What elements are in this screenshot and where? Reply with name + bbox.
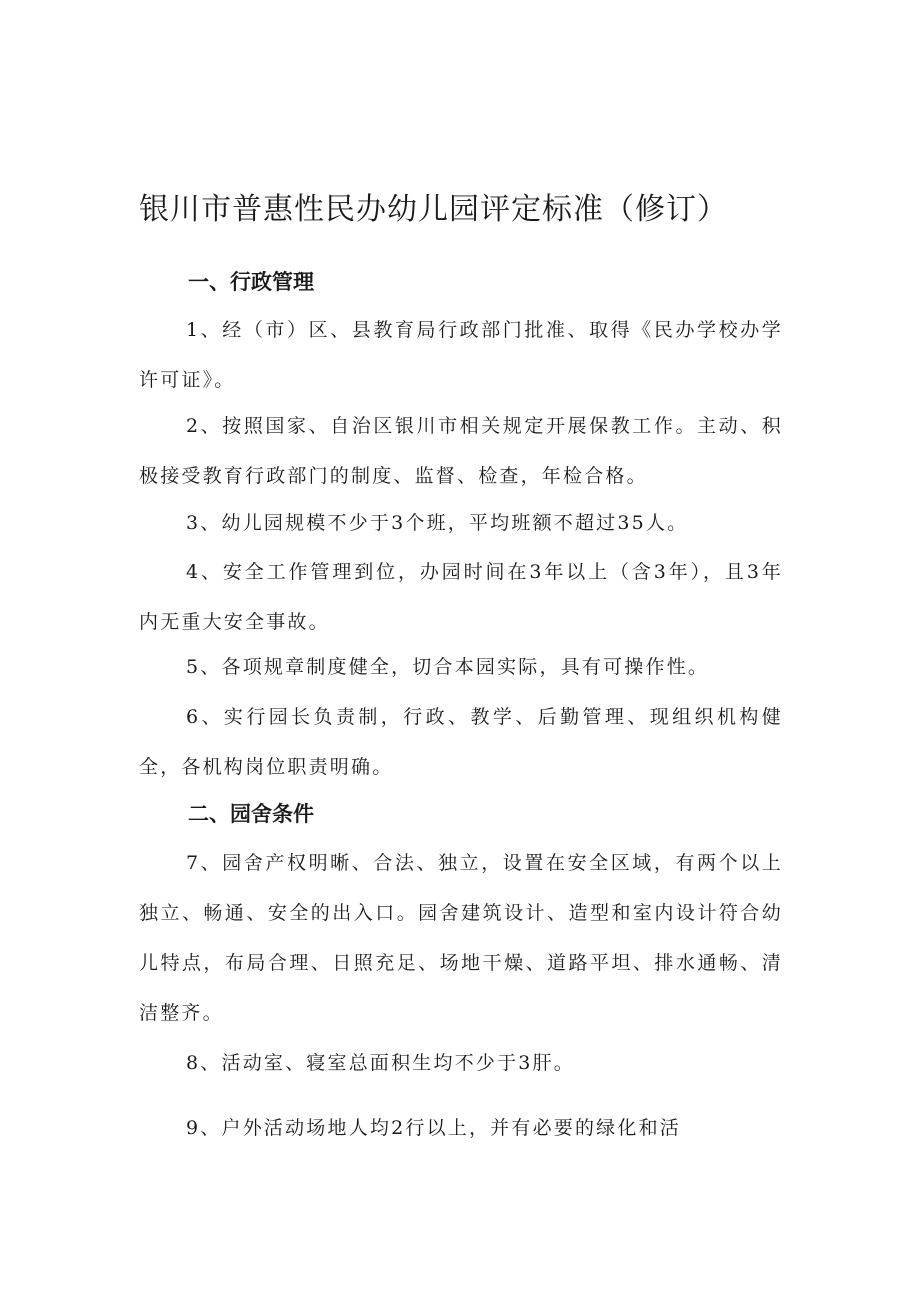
clause-4: 4、安全工作管理到位，办园时间在3年以上（含3年），且3年内无重大安全事故。	[139, 561, 783, 633]
clause-7: 7、园舍产权明晰、合法、独立，设置在安全区域，有两个以上独立、畅通、安全的出入口。园舍建筑设计、造型和室内设计符合幼儿特点，布局合理、日照充足、场地干燥、道路平坦、排水通畅、清洁整齐。	[139, 852, 783, 1024]
clause-9: 9、户外活动场地人均2行以上，并有必要的绿化和活	[186, 1117, 681, 1139]
section-heading-premises: 二、园舍条件	[188, 802, 314, 826]
clause-5: 5、各项规章制度健全，切合本园实际，具有可操作性。	[186, 656, 710, 678]
clause-6: 6、实行园长负责制，行政、教学、后勤管理、现组织机构健全，各机构岗位职责明确。	[139, 706, 783, 778]
section-heading-administration: 一、行政管理	[188, 270, 314, 294]
clause-3: 3、幼儿园规模不少于3个班，平均班额不超过35人。	[186, 512, 689, 534]
document-title: 银川市普惠性民办幼儿园评定标准（修订）	[139, 192, 728, 228]
clause-2: 2、按照国家、自治区银川市相关规定开展保教工作。主动、积极接受教育行政部门的制度、监督、检查，年检合格。	[139, 415, 783, 487]
clause-1: 1、经（市）区、县教育局行政部门批准、取得《民办学校办学许可证》。	[139, 319, 783, 391]
clause-8: 8、活动室、寝室总面积生均不少于3肝。	[186, 1052, 575, 1074]
